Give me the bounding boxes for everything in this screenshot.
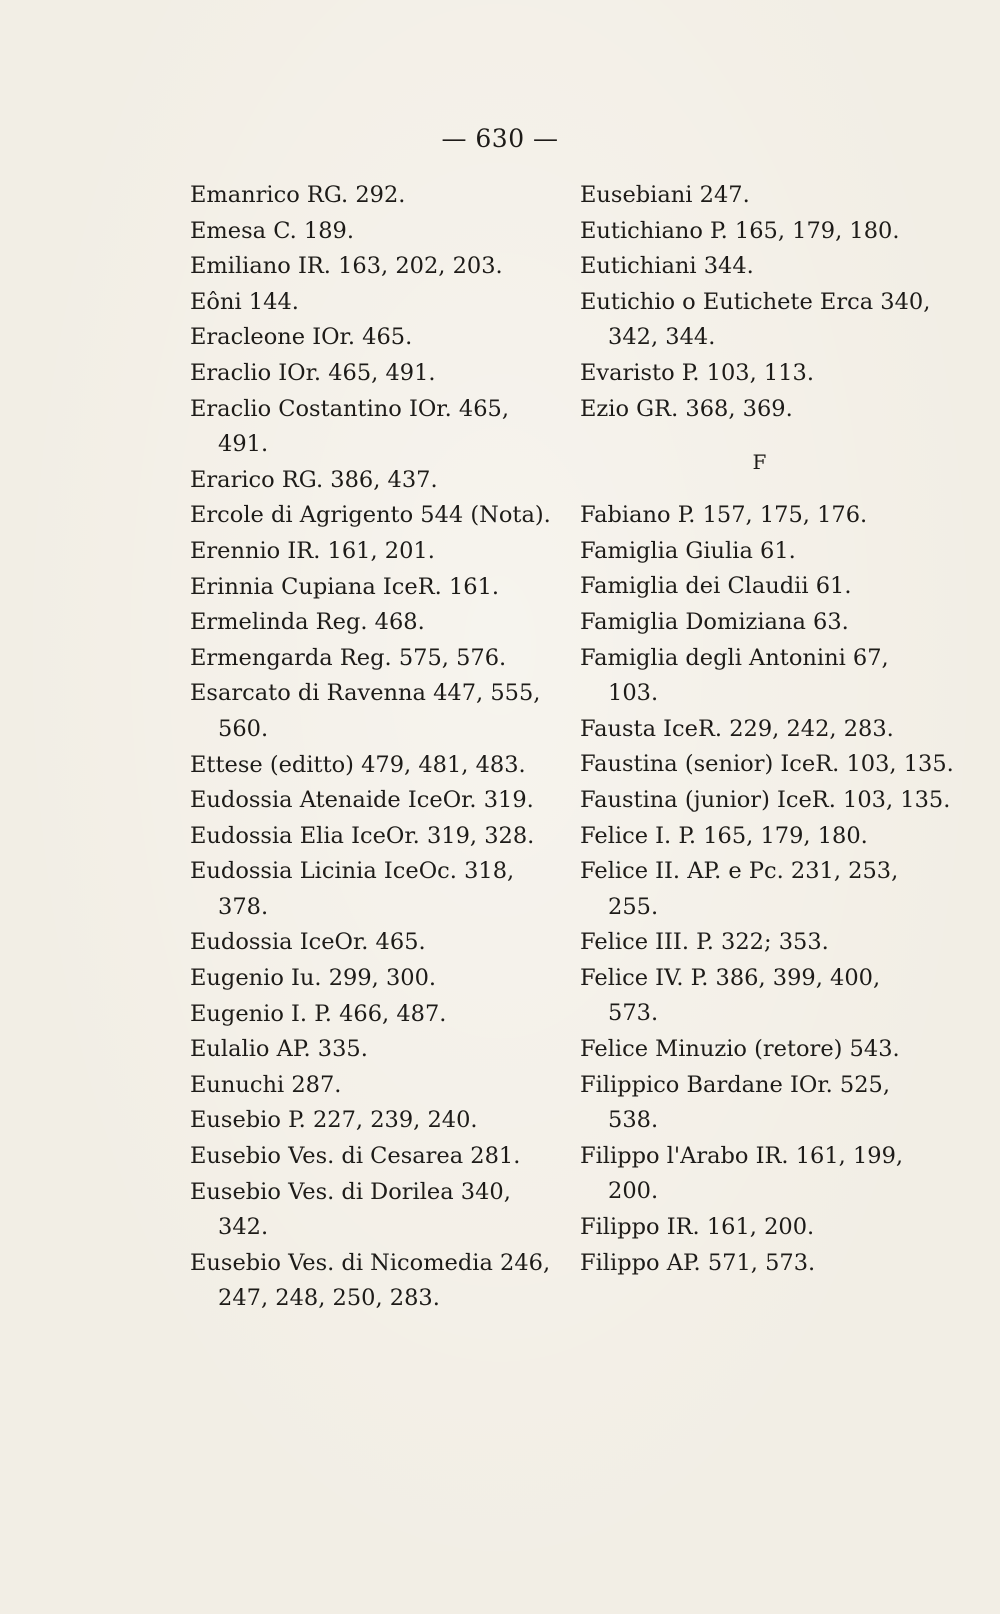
index-entry: Erennio IR. 161, 201. <box>190 537 435 564</box>
index-entry-continuation: 200. <box>608 1178 659 1205</box>
index-entry: Eracleone IOr. 465. <box>190 324 413 351</box>
index-entry: Fausta IceR. 229, 242, 283. <box>580 715 894 742</box>
index-entry: Eraclio IOr. 465, 491. <box>190 359 436 386</box>
index-entry: Fabiano P. 157, 175, 176. <box>580 502 868 529</box>
page-number: — 630 — <box>441 124 559 153</box>
index-column-left <box>190 178 551 1317</box>
index-entry: Famiglia Giulia 61. <box>580 537 796 564</box>
index-column-right <box>580 178 954 1281</box>
index-entry: Eusebio P. 227, 239, 240. <box>190 1107 478 1134</box>
index-entry: Ermelinda Reg. 468. <box>190 609 425 636</box>
index-entry: Eôni 144. <box>190 288 299 315</box>
index-entry-continuation: 538. <box>608 1107 659 1134</box>
index-entry-continuation: 255. <box>608 893 659 920</box>
index-entry-continuation: 342. <box>218 1214 269 1241</box>
index-entry: Eusebiani 247. <box>580 182 750 208</box>
index-entry: Felice IV. P. 386, 399, 400, <box>580 964 881 991</box>
index-entries-f <box>580 498 954 1281</box>
index-entry: Eulalio AP. 335. <box>190 1036 368 1063</box>
index-entry: Eugenio Iu. 299, 300. <box>190 965 437 992</box>
index-entry: Felice III. P. 322; 353. <box>580 929 829 956</box>
index-entry: Famiglia Domiziana 63. <box>580 608 849 635</box>
index-entry: Eugenio I. P. 466, 487. <box>190 1000 447 1027</box>
index-entry: Filippo IR. 161, 200. <box>580 1214 815 1241</box>
index-entry: Erarico RG. 386, 437. <box>190 466 438 493</box>
index-entry: Famiglia dei Claudii 61. <box>580 573 852 600</box>
section-letter-heading: F <box>752 450 768 475</box>
index-entry: Eusebio Ves. di Dorilea 340, <box>190 1178 511 1205</box>
index-entry: Ettese (editto) 479, 481, 483. <box>190 751 526 778</box>
index-entry-continuation: 342, 344. <box>608 324 716 351</box>
index-entry: Emanrico RG. 292. <box>190 182 406 208</box>
index-entry: Ezio GR. 368, 369. <box>580 395 793 422</box>
index-entry-continuation: 491. <box>218 431 269 458</box>
index-entry: Eraclio Costantino IOr. 465, <box>190 395 509 422</box>
index-entry: Felice I. P. 165, 179, 180. <box>580 822 868 849</box>
index-entry-continuation: 573. <box>608 1000 659 1027</box>
index-entry: Eudossia Licinia IceOc. 318, <box>190 858 515 885</box>
index-entry: Eudossia IceOr. 465. <box>190 929 426 956</box>
index-entry: Erinnia Cupiana IceR. 161. <box>190 573 500 600</box>
index-entry: Felice Minuzio (retore) 543. <box>580 1036 900 1063</box>
index-entry: Filippo l'Arabo IR. 161, 199, <box>580 1142 904 1169</box>
index-entry: Filippo AP. 571, 573. <box>580 1249 816 1276</box>
index-entry: Eusebio Ves. di Cesarea 281. <box>190 1143 521 1170</box>
index-entry: Ermengarda Reg. 575, 576. <box>190 644 507 671</box>
index-entry-continuation: 378. <box>218 893 269 920</box>
index-entry: Eusebio Ves. di Nicomedia 246, <box>190 1249 551 1276</box>
index-entry: Filippico Bardane IOr. 525, <box>580 1071 891 1098</box>
index-entry-continuation: 560. <box>218 715 269 742</box>
index-entry: Emiliano IR. 163, 202, 203. <box>190 253 503 280</box>
index-entry: Eunuchi 287. <box>190 1071 342 1098</box>
index-entries-e <box>580 178 931 427</box>
index-entry: Eutichiani 344. <box>580 253 754 280</box>
index-entry: Evaristo P. 103, 113. <box>580 359 815 386</box>
index-entry: Famiglia degli Antonini 67, <box>580 644 889 671</box>
index-entry: Ercole di Agrigento 544 (Nota). <box>190 502 551 529</box>
index-entry: Felice II. AP. e Pc. 231, 253, <box>580 858 899 885</box>
index-entry: Eudossia Elia IceOr. 319, 328. <box>190 822 535 849</box>
index-entry-continuation: 103. <box>608 680 659 707</box>
index-entry: Eutichio o Eutichete Erca 340, <box>580 288 931 315</box>
index-entry: Eudossia Atenaide IceOr. 319. <box>190 787 534 814</box>
index-entry: Faustina (junior) IceR. 103, 135. <box>580 786 951 813</box>
index-entry: Eutichiano P. 165, 179, 180. <box>580 217 900 244</box>
index-entry-continuation: 247, 248, 250, 283. <box>218 1285 440 1312</box>
index-entry: Emesa C. 189. <box>190 217 355 244</box>
index-entry: Faustina (senior) IceR. 103, 135. <box>580 751 954 778</box>
index-entry: Esarcato di Ravenna 447, 555, <box>190 680 541 707</box>
